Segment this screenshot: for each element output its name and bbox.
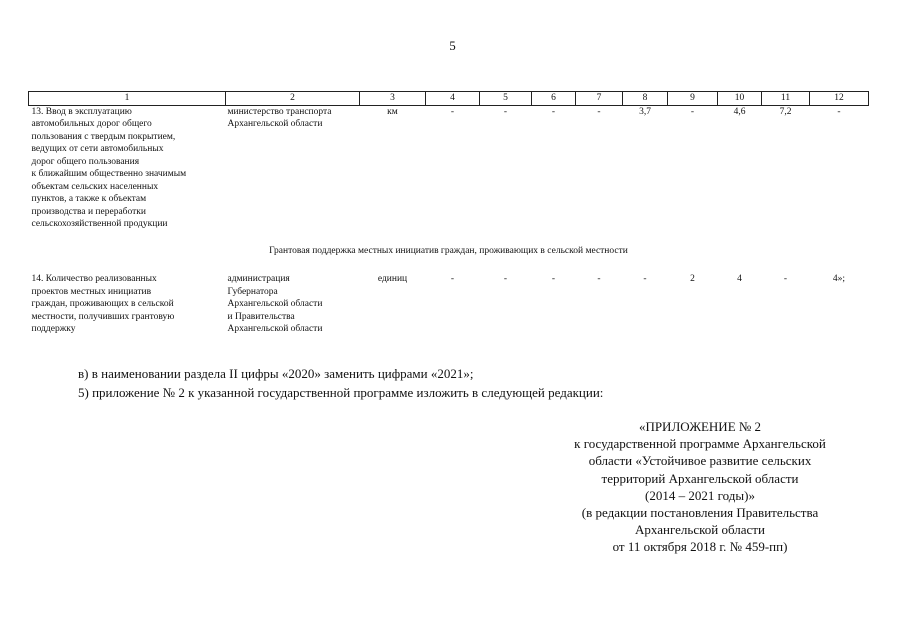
text-line: 14. Количество реализованных — [31, 274, 157, 284]
col-2-header: 2 — [226, 92, 360, 106]
col-3-header: 3 — [360, 92, 426, 106]
value-cell: - — [643, 274, 647, 284]
text-line: дорог общего пользования — [31, 156, 140, 167]
text-line: производства и переработки — [31, 206, 146, 217]
value-cell: - — [597, 274, 601, 284]
col-5-header: 5 — [480, 92, 532, 106]
appendix-line: (в редакции постановления Правительства — [581, 505, 819, 521]
value-cell: 4 — [737, 274, 742, 284]
value-cell: - — [837, 106, 841, 117]
table-row — [29, 105, 869, 231]
unit: км — [387, 106, 398, 117]
text-line: 13. Ввод в эксплуатацию — [31, 106, 132, 117]
text-line: ведущих от сети автомобильных — [31, 144, 164, 154]
text-line: Архангельской области — [227, 119, 323, 129]
value-cell: 7,2 — [779, 106, 792, 117]
appendix-line: к государственной программе Архангельской — [574, 436, 826, 452]
appendix-heading — [540, 418, 860, 556]
text-line: Губернатора — [227, 286, 278, 297]
text-line: местности, получивших грантовую — [31, 311, 175, 322]
text-line: пользования с твердым покрытием, — [31, 131, 176, 142]
col-11-header: 11 — [762, 92, 810, 106]
indicator-name — [29, 273, 226, 336]
text-line: к ближайшим общественно значимым — [31, 169, 187, 179]
col-9-header: 9 — [668, 92, 718, 106]
text-line: пунктов, а также к объектам — [31, 194, 147, 204]
text-line: граждан, проживающих в сельской — [31, 299, 174, 309]
value-cell: - — [503, 106, 508, 117]
value-cell: 4,6 — [733, 106, 746, 117]
value-cell: - — [551, 106, 556, 117]
col-4-header: 4 — [426, 92, 480, 106]
text-line: сельскохозяйственной продукции — [31, 219, 168, 229]
paragraph-5: 5) приложение № 2 к указанной государственной программе изложить в следующей редакции: — [78, 385, 604, 400]
text-line: и Правительства — [227, 311, 295, 322]
section-title: Грантовая поддержка местных инициатив граждан, проживающих в сельской местности — [269, 245, 628, 256]
appendix-line: от 11 октября 2018 г. № 459-пп) — [612, 539, 788, 555]
value-cell: 2 — [690, 274, 695, 284]
value-cell: - — [690, 106, 695, 117]
col-10-header: 10 — [718, 92, 762, 106]
appendix-line: территорий Архангельской области — [601, 470, 799, 486]
section-row — [29, 231, 869, 274]
col-8-header: 8 — [623, 92, 668, 106]
executor — [226, 273, 360, 336]
text-line: Архангельской области — [227, 324, 323, 334]
executor — [226, 105, 360, 231]
unit: единиц — [377, 274, 408, 284]
text-line: министерство транспорта — [227, 106, 332, 117]
appendix-line: (2014 – 2021 годы)» — [645, 487, 755, 503]
appendix-line: Архангельской области — [635, 522, 765, 538]
value-cell: - — [450, 106, 455, 117]
value-cell: - — [597, 106, 601, 117]
col-7-header: 7 — [576, 92, 623, 106]
value-cell: - — [503, 274, 508, 284]
value-cell: - — [551, 274, 556, 284]
value-cell: - — [783, 274, 788, 284]
column-number-header — [29, 92, 869, 106]
value-cell: - — [450, 274, 455, 284]
appendix-line: «ПРИЛОЖЕНИЕ № 2 — [638, 419, 762, 434]
col-1-header: 1 — [29, 92, 226, 106]
appendix-line: области «Устойчивое развитие сельских — [588, 453, 812, 469]
text-line: Архангельской области — [227, 299, 323, 309]
col-6-header: 6 — [532, 92, 576, 106]
indicator-name — [29, 105, 226, 231]
text-line: администрация — [227, 274, 290, 284]
text-line: автомобильных дорог общего — [31, 119, 152, 129]
text-line: объектам сельских населенных — [31, 181, 159, 192]
table-row — [29, 273, 869, 336]
text-line: поддержку — [31, 324, 76, 334]
text-line: проектов местных инициатив — [31, 286, 152, 297]
col-12-header: 12 — [810, 92, 869, 106]
page-number: 5 — [449, 38, 456, 53]
paragraph-v: в) в наименовании раздела II цифры «2020» заменить цифрами «2021»; — [78, 366, 474, 381]
value-cell: 4»; — [832, 274, 846, 284]
indicators-table — [28, 91, 869, 336]
value-cell: 3,7 — [639, 106, 651, 117]
